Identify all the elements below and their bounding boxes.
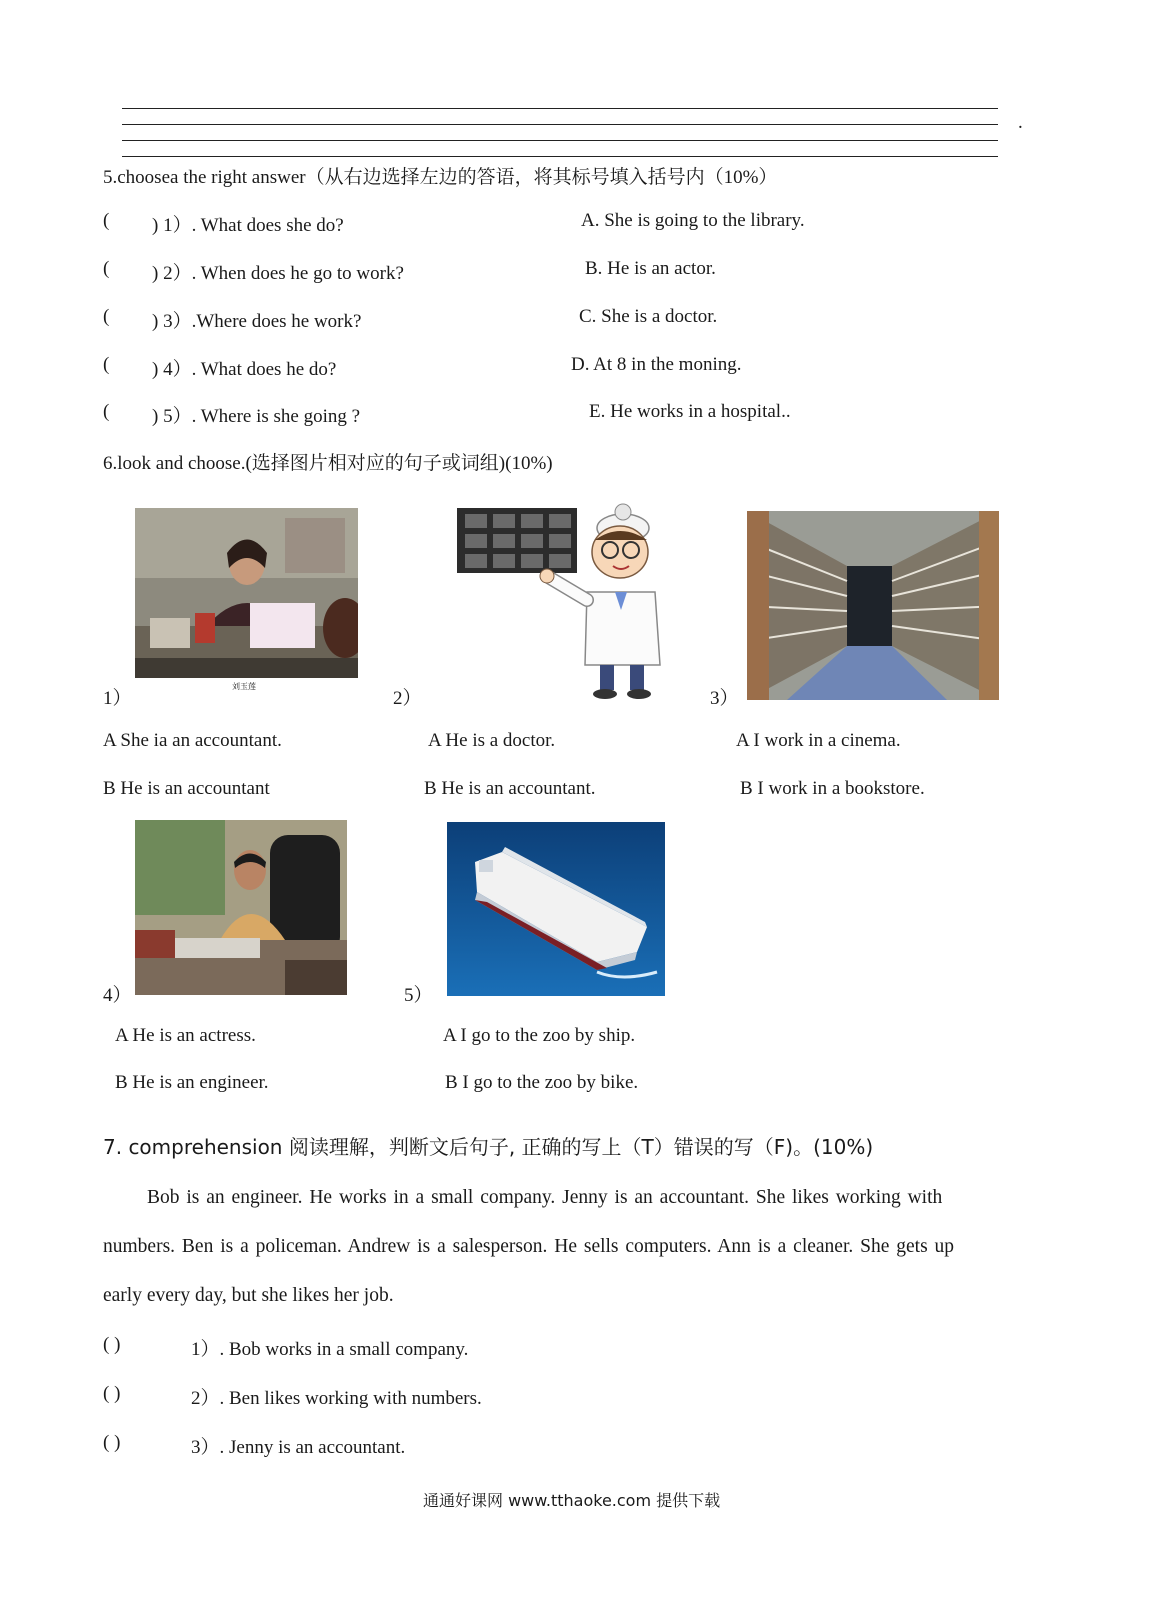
section5-heading: 5.choosea the right answer（从右边选择左边的答语，将其标号填入括号内（10%） [103, 167, 778, 188]
left-item-4-paren: ( [103, 354, 110, 375]
photo-ship [447, 822, 665, 996]
statement-1: 1）. Bob works in a small company. [191, 1339, 469, 1360]
pic2-option-a: A He is a doctor. [428, 730, 556, 751]
left-item-5: ) 5）. Where is she going ? [152, 406, 361, 427]
page-footer: 通通好课网 www.tthaoke.com 提供下载 [423, 1491, 721, 1510]
photo-caption: 刘玉莲 [232, 682, 256, 691]
picture-number-4: 4） [103, 985, 132, 1006]
left-item-3-paren: ( [103, 306, 110, 327]
left-item-5-paren: ( [103, 401, 110, 422]
right-item-a: A. She is going to the library. [581, 210, 805, 231]
section6-heading: 6.look and choose.(选择图片相对应的句子或词组)(10%) [103, 453, 553, 474]
passage-line-1: Bob is an engineer. He works in a small company. Jenny is an accountant. She likes working with [147, 1187, 943, 1208]
pic1-option-b: B He is an accountant [103, 778, 270, 799]
statement-1-paren: ( ) [103, 1334, 121, 1355]
pic5-option-b: B I go to the zoo by bike. [445, 1072, 639, 1093]
section7-heading: 7. comprehension 阅读理解，判断文后句子, 正确的写上（T）错误的写（F)。(10%) [103, 1135, 874, 1159]
answer-line-2 [122, 124, 998, 125]
pic4-option-a: A He is an actress. [115, 1025, 256, 1046]
photo-library-shelves [747, 511, 999, 700]
pic1-option-a: A She ia an accountant. [103, 730, 282, 751]
right-item-c: C. She is a doctor. [579, 306, 718, 327]
statement-2: 2）. Ben likes working with numbers. [191, 1388, 482, 1409]
doctor-cartoon-illustration [455, 500, 675, 705]
statement-3: 3）. Jenny is an accountant. [191, 1437, 406, 1458]
statement-3-paren: ( ) [103, 1432, 121, 1453]
left-item-4: ) 4）. What does he do? [152, 359, 337, 380]
pic5-option-a: A I go to the zoo by ship. [443, 1025, 636, 1046]
picture-number-3: 3） [710, 688, 739, 709]
picture-number-5: 5） [404, 985, 433, 1006]
picture-number-1: 1） [103, 688, 132, 709]
photo-woman-at-desk [135, 508, 358, 678]
answer-line-3 [122, 140, 998, 141]
pic3-option-b: B I work in a bookstore. [740, 778, 925, 799]
right-item-e: E. He works in a hospital.. [589, 401, 791, 422]
pic3-option-a: A I work in a cinema. [736, 730, 901, 751]
pic4-option-b: B He is an engineer. [115, 1072, 269, 1093]
right-item-b: B. He is an actor. [585, 258, 716, 279]
left-item-3: ) 3）.Where does he work? [152, 311, 362, 332]
pic2-option-b: B He is an accountant. [424, 778, 596, 799]
left-item-1-paren: ( [103, 210, 110, 231]
left-item-1: ) 1）. What does she do? [152, 215, 344, 236]
statement-2-paren: ( ) [103, 1383, 121, 1404]
right-item-d: D. At 8 in the moning. [571, 354, 742, 375]
picture-number-2: 2） [393, 688, 422, 709]
photo-man-at-desk [135, 820, 347, 995]
left-item-2: ) 2）. When does he go to work? [152, 263, 404, 284]
passage-line-3: early every day, but she likes her job. [103, 1285, 394, 1306]
passage-line-2: numbers. Ben is a policeman. Andrew is a salesperson. He sells computers. Ann is a cleaner. She gets up [103, 1236, 955, 1257]
stray-mark: . [1018, 112, 1023, 133]
left-item-2-paren: ( [103, 258, 110, 279]
answer-line-1 [122, 108, 998, 109]
answer-line-4 [122, 156, 998, 157]
